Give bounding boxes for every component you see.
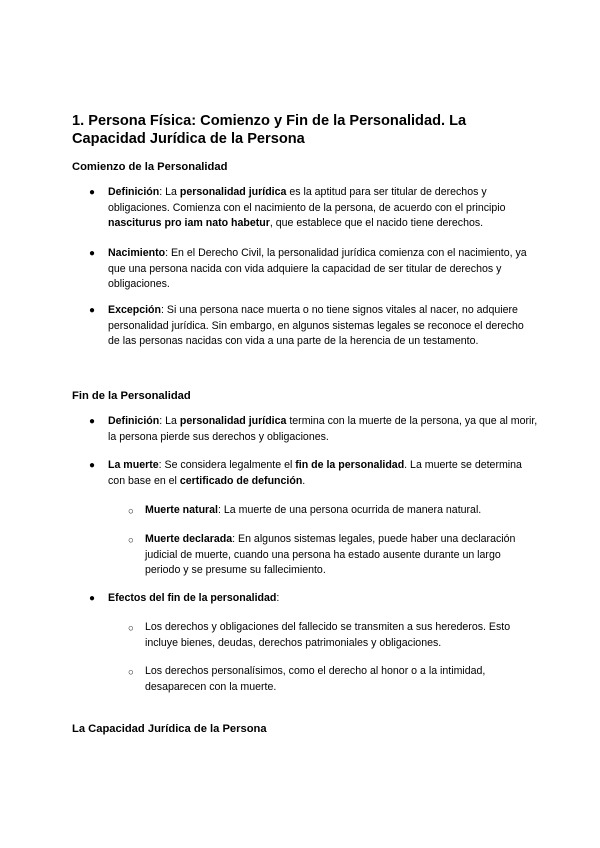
list-item-la-muerte: La muerte: Se considera legalmente el fin de la personalidad. La muerte se determina con base en el certificado de defunción. (108, 459, 522, 487)
section-heading-fin: Fin de la Personalidad (72, 390, 191, 402)
bullet-icon: ● (89, 187, 96, 198)
page-title: 1. Persona Física: Comienzo y Fin de la Personalidad. La Capacidad Jurídica de la Persona (72, 113, 467, 147)
sub-bullet-icon: ○ (128, 622, 134, 633)
list-item-efectos: Efectos del fin de la personalidad: (108, 592, 280, 604)
list-item-muerte-declarada: Muerte declarada: En algunos sistemas legales, puede haber una declaración judicial de muerte, cuando una persona ha estado ausente durante un largo periodo y se presume su fallecimiento. (145, 533, 516, 577)
bullet-icon: ● (89, 248, 96, 259)
list-item-excepcion: Excepción: Si una persona nace muerta o no tiene signos vitales al nacer, no adquiere personalidad jurídica. Sin embargo, en algunos sistemas legales se reconoce el derecho de las personas nacidas con vida a una parte de la herencia de un testamento. (108, 304, 524, 348)
sub-bullet-icon: ○ (128, 666, 134, 677)
sub-bullet-icon: ○ (128, 505, 134, 516)
bullet-icon: ● (89, 305, 96, 316)
list-item-muerte-natural: Muerte natural: La muerte de una persona ocurrida de manera natural. (145, 504, 482, 516)
list-item-definicion-fin: Definición: La personalidad jurídica termina con la muerte de la persona, ya que al morir, la persona pierde sus derechos y obligaciones. (108, 415, 538, 443)
list-item-efecto-personalisimos: Los derechos personalísimos, como el derecho al honor o a la intimidad, desaparecen con la muerte. (145, 665, 486, 693)
list-item-efecto-herederos: Los derechos y obligaciones del fallecido se transmiten a sus herederos. Esto incluye bienes, deudas, derechos patrimoniales y obligaciones. (145, 621, 511, 649)
section-heading-capacidad: La Capacidad Jurídica de la Persona (72, 723, 267, 735)
bullet-icon: ● (89, 593, 96, 604)
list-item-definicion-comienzo: Definición: La personalidad jurídica es la aptitud para ser titular de derechos y obligaciones. Comienza con el nacimiento de la persona, de acuerdo con el principio nasciturus pro iam nato habetur, que establece que el nacido tiene derechos. (108, 186, 506, 230)
bullet-icon: ● (89, 416, 96, 427)
bullet-icon: ● (89, 460, 96, 471)
sub-bullet-icon: ○ (128, 534, 134, 545)
list-item-nacimiento: Nacimiento: En el Derecho Civil, la personalidad jurídica comienza con el nacimiento, ya que una persona nacida con vida adquiere la capacidad de ser titular de derechos y obligaciones. (108, 247, 527, 291)
section-heading-comienzo: Comienzo de la Personalidad (72, 161, 228, 173)
